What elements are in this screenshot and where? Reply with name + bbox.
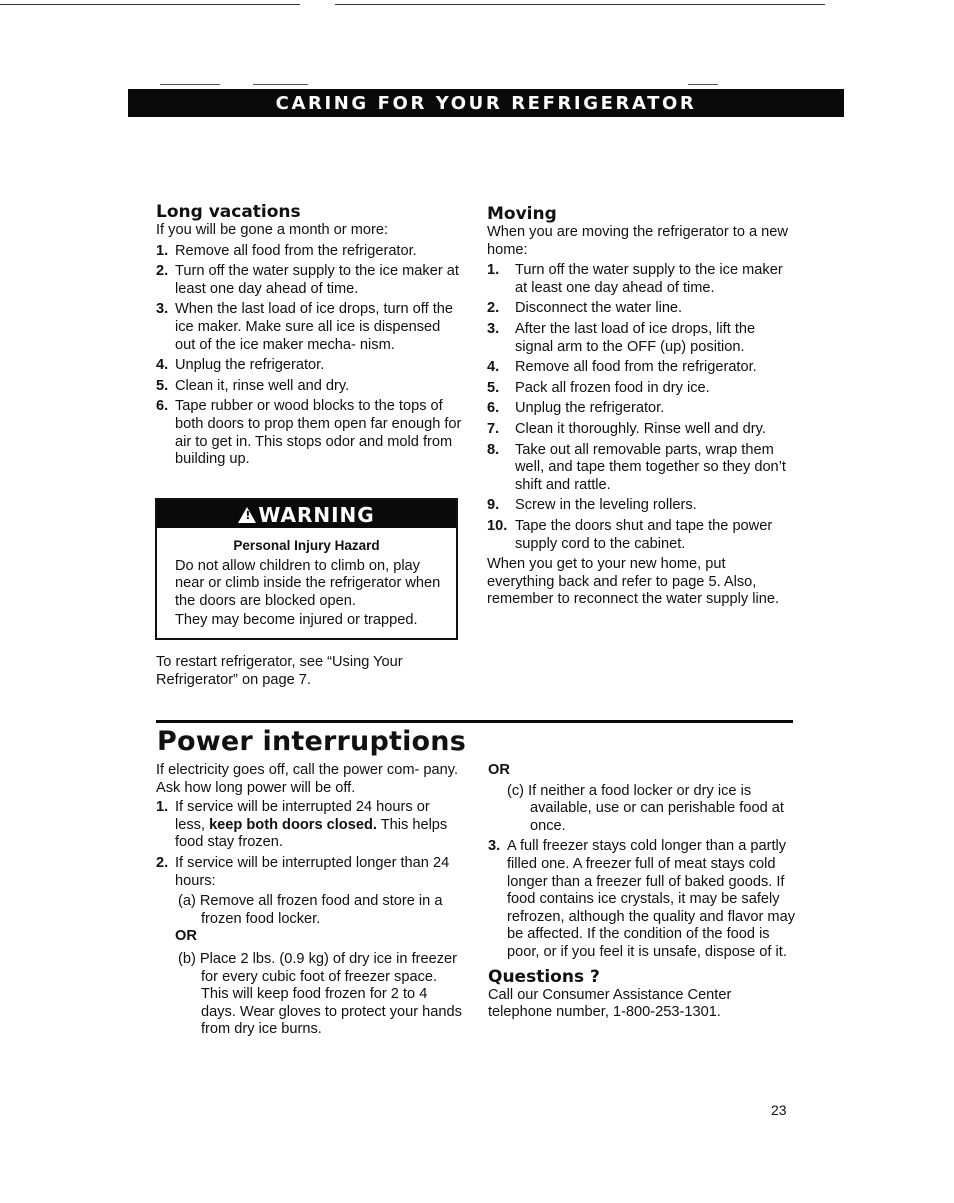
list-item: 6. Unplug the refrigerator. <box>487 400 665 417</box>
warning-consequence: They may become injured or trapped. <box>175 612 418 629</box>
or-label: OR <box>488 762 510 778</box>
list-item: 1. Remove all food from the refrigerator. <box>156 242 417 259</box>
long-vacations-heading: Long vacations <box>156 202 301 222</box>
list-item: 9. Screw in the leveling rollers. <box>487 497 697 514</box>
list-item: 8. Take out all removable parts, wrap them well, and tape them together so they don’t shift and rattle. <box>487 441 786 493</box>
restart-note: To restart refrigerator, see “Using Your Refrigerator” on page 7. <box>156 654 403 688</box>
power-right-column <box>488 762 798 1022</box>
list-item: 5. Pack all frozen food in dry ice. <box>487 379 710 396</box>
list-item: 3. After the last load of ice drops, lift the signal arm to the OFF (up) position. <box>487 320 756 355</box>
list-item: 4. Remove all food from the refrigerator. <box>487 359 757 376</box>
list-item: 4. Unplug the refrigerator. <box>156 357 325 374</box>
questions-text: Call our Consumer Assistance Center telephone number, 1-800-253-1301. <box>488 986 732 1021</box>
moving-section <box>487 204 793 609</box>
warning-box <box>155 498 458 640</box>
moving-heading: Moving <box>487 204 557 224</box>
option-a: (a) Remove all frozen food and store in a frozen food locker. <box>178 893 443 927</box>
list-item: 3. A full freezer stays cold longer than a partly filled one. A freezer full of meat stays cold longer than a freezer full of baked goods. If food contains ice crystals, it may be safely refrozen, although the quality and flavor may be affected. If the condition of the food is poor, or if you feel it is unsafe, dispose of it. <box>488 838 795 960</box>
power-interruptions-heading: Power interruptions <box>157 726 466 757</box>
list-item: 5. Clean it, rinse well and dry. <box>156 377 350 394</box>
option-b: (b) Place 2 lbs. (0.9 kg) of dry ice in freezer for every cubic foot of freezer space. This will keep food frozen for 2 to 4 days. Wear gloves to protect your hands from dry ice burns. <box>178 950 462 1038</box>
questions-heading: Questions ? <box>488 966 600 987</box>
hazard-title: Personal Injury Hazard <box>233 538 380 553</box>
list-item: 2. Disconnect the water line. <box>487 300 683 317</box>
moving-outro: When you get to your new home, put everything back and refer to page 5. Also, remember to reconnect the water supply line. <box>487 556 780 608</box>
list-item: 3. When the last load of ice drops, turn off the ice maker. Make sure all ice is dispensed out of the ice maker mecha- nism. <box>156 301 453 353</box>
moving-steps <box>487 262 793 553</box>
long-vacations-steps <box>156 243 462 469</box>
list-item: 2. Turn off the water supply to the ice maker at least one day ahead of time. <box>156 263 459 297</box>
section-banner: CARING FOR YOUR REFRIGERATOR <box>128 89 844 117</box>
page-number: 23 <box>771 1102 787 1118</box>
list-item: 6. Tape rubber or wood blocks to the tops of both doors to prop them open far enough for air to get in. This stops odor and mold from building up. <box>156 398 462 468</box>
list-item: 1. Turn off the water supply to the ice maker at least one day ahead of time. <box>487 262 783 296</box>
list-item: 2. If service will be interrupted longer than 24 hours: <box>156 854 450 889</box>
section-divider <box>156 720 793 723</box>
option-c: (c) If neither a food locker or dry ice is available, use or can perishable food at once. <box>507 782 784 834</box>
long-vacations-intro: If you will be gone a month or more: <box>156 222 388 238</box>
warning-triangle-icon <box>238 507 256 523</box>
list-item: 10. Tape the doors shut and tape the power supply cord to the cabinet. <box>487 517 773 552</box>
warning-header <box>157 500 456 528</box>
warning-text: Do not allow children to climb on, play near or climb inside the refrigerator when the doors are blocked open. <box>175 557 441 609</box>
moving-intro: When you are moving the refrigerator to a new home: <box>487 224 788 258</box>
or-label: OR <box>175 928 197 945</box>
list-item: 1. If service will be interrupted 24 hours or less, keep both doors closed. This helps food stay frozen. <box>156 799 448 851</box>
power-steps <box>156 799 462 890</box>
long-vacations-section <box>156 202 462 472</box>
warning-label: WARNING <box>258 503 375 527</box>
power-intro: If electricity goes off, call the power com- pany. Ask how long power will be off. <box>156 762 459 796</box>
list-item: 7. Clean it thoroughly. Rinse well and dry. <box>487 420 766 437</box>
power-steps-cont <box>488 838 798 961</box>
power-left-column <box>156 762 462 1039</box>
